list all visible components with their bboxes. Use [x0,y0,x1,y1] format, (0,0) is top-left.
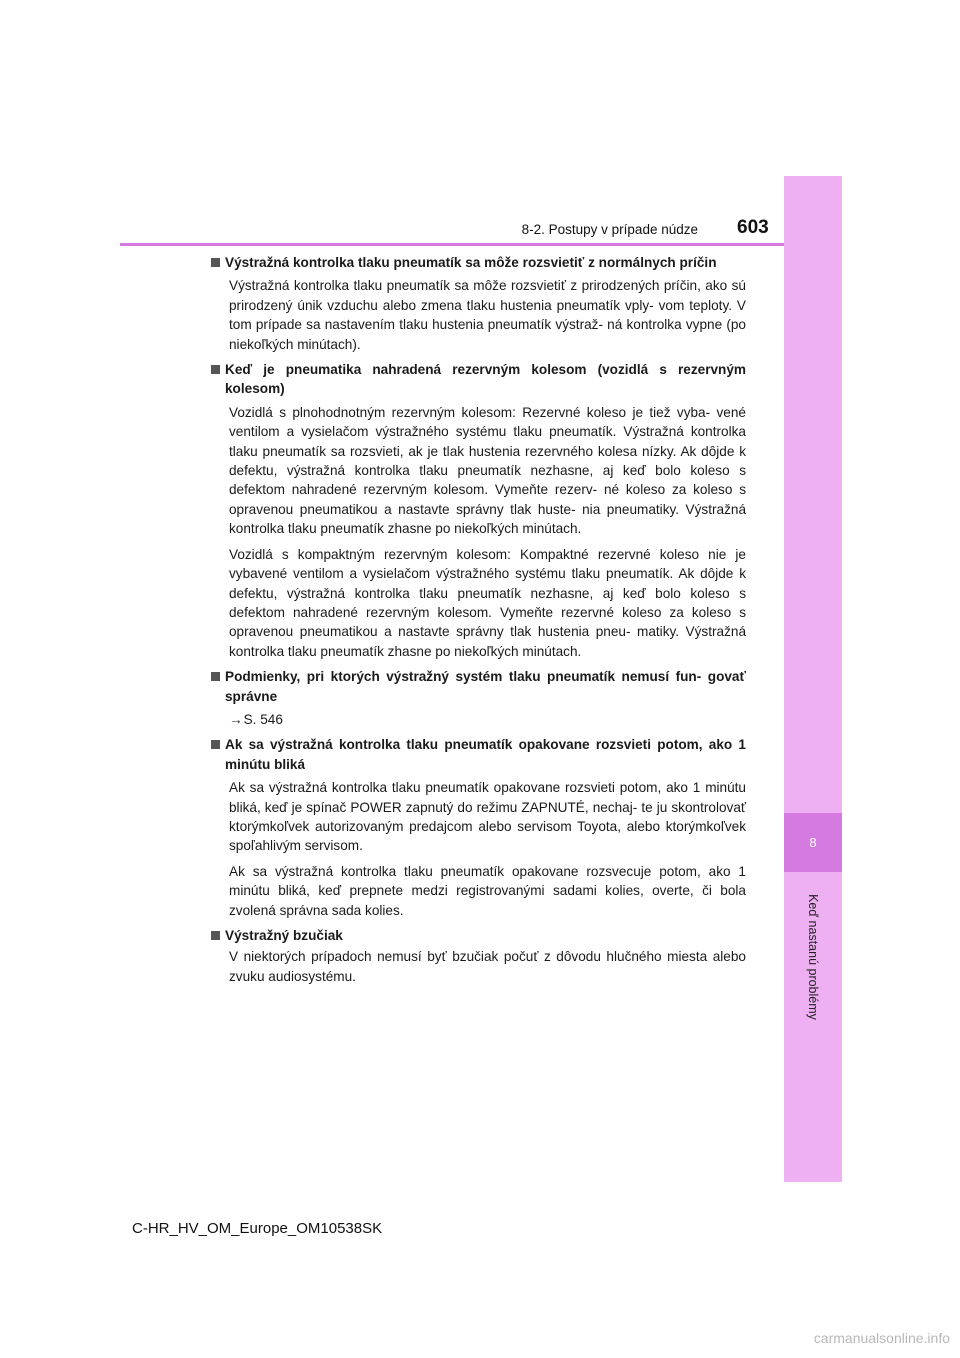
list-item [211,926,746,986]
chapter-title: Keď nastanú problémy [806,894,820,1020]
item-heading-text: Podmienky, pri ktorých výstražný systém tlaku pneumatík nemusí fun- govať správne [225,669,746,704]
item-paragraph: Výstražná kontrolka tlaku pneumatík sa môže rozsvietiť z prirodzených príčin, ako sú prirodzený únik vzduchu alebo zmena tlaku hustenia pneumatík vply- vom teploty. V tom prípade sa nastavením tlaku hustenia pneumatík výstraž- ná kontrolka vypne (po niekoľkých minútach). [229,278,746,352]
chapter-number-badge [784,813,842,872]
page-reference-text[interactable]: S. 546 [243,711,283,727]
item-heading [211,360,746,399]
watermark[interactable]: carmanualsonline.info [813,1330,950,1346]
chapter-number: 8 [809,835,817,850]
item-heading [211,735,746,774]
item-heading [211,667,746,706]
item-heading-text: Výstražná kontrolka tlaku pneumatík sa môže rozsvietiť z normálnych príčin [225,255,717,270]
square-bullet-icon [211,365,220,374]
chapter-title-vertical [784,882,842,1032]
document-id-footer: C-HR_HV_OM_Europe_OM10538SK [132,1220,383,1237]
header-rule [120,243,784,246]
item-heading [211,253,746,272]
item-heading-text: Výstražný bzučiak [225,928,343,943]
item-paragraph: Vozidlá s kompaktným rezervným kolesom: Kompaktné rezervné koleso nie je vybavené ventilom a vysielačom výstražného systému tlaku pneumatík. Ak dôjde k defektu, výstražná kontrolka tlaku pneumatík nezhasne, aj keď bolo koleso s defektom nahradené rezervným kolesom. Vymeňte rezervné koleso za koleso s opravenou pneumatikou a nastavte správny tlak hustenia pneu- matiky. Výstražná kontrolka tlaku pneumatík zhasne po niekoľkých minútach. [229,546,746,659]
section-title: 8-2. Postupy v prípade núdze [521,222,698,237]
square-bullet-icon [211,258,220,267]
square-bullet-icon [211,931,220,940]
arrow-right-icon: → [229,711,243,727]
list-item [211,667,746,729]
item-heading [211,926,746,945]
page-reference[interactable] [229,710,746,729]
page-number: 603 [737,217,769,238]
page-content [211,253,746,992]
square-bullet-icon [211,672,220,681]
list-item [211,735,746,920]
list-item [211,253,746,354]
item-heading-text: Keď je pneumatika nahradená rezervným kolesom (vozidlá s rezervným kolesom) [225,362,746,397]
item-heading-text: Ak sa výstražná kontrolka tlaku pneumatík opakovane rozsvieti potom, ako 1 minútu bliká [225,737,746,772]
item-paragraph: Ak sa výstražná kontrolka tlaku pneumatík opakovane rozsvieti potom, ako 1 minútu bliká, keď je spínač POWER zapnutý do režimu ZAPNUTÉ, nechaj- te ju skontrolovať ktorýmkoľvek autorizovaným predajcom alebo servisom Toyota, alebo ktorýmkoľvek spoľahlivým servisom. [229,780,746,854]
item-paragraph: V niektorých prípadoch nemusí byť bzučiak počuť z dôvodu hlučného miesta alebo zvuku audiosystému. [229,949,746,984]
item-paragraph: Vozidlá s plnohodnotným rezervným kolesom: Rezervné koleso je tiež vyba- vené ventilom a vysielačom výstražného systému tlaku pneumatík. Výstražná kontrolka tlaku pneumatík sa rozsvieti, ak je tlak hustenia rezervného kolesa nízky. Ak dôjde k defektu, výstražná kontrolka tlaku pneumatík nezhasne, aj keď bolo koleso s defektom nahradené rezervným kolesom. Vymeňte rezerv- né koleso za koleso s opravenou pneumatikou a nastavte správny tlak huste- nia pneumatiky. Výstražná kontrolka tlaku pneumatík zhasne po niekoľkých minútach. [229,404,746,537]
list-item [211,360,746,661]
item-paragraph: Ak sa výstražná kontrolka tlaku pneumatík opakovane rozsvecuje potom, ako 1 minútu bliká, keď prepnete medzi registrovanými sadami kolies, overte, či bola zvolená správna sada kolies. [229,863,746,918]
square-bullet-icon [211,740,220,749]
